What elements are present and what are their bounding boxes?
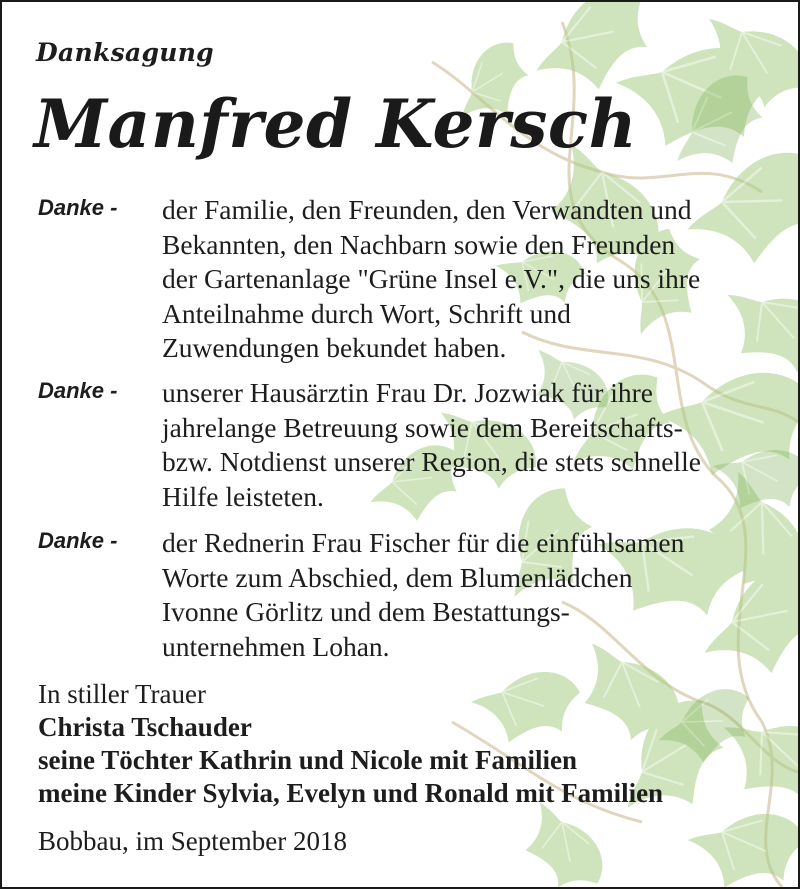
- thanks-text: [162, 526, 782, 664]
- text-line: jahrelange Betreuung sowie dem Bereitschafts-: [162, 411, 683, 443]
- text-line: der Familie, den Freunden, den Verwandten und: [162, 194, 692, 225]
- text-line: Zuwendungen bekundet haben.: [162, 332, 507, 363]
- text-line: Ivonne Görlitz und dem Bestattungs-: [162, 596, 570, 627]
- mourner-family: meine Kinder Sylvia, Evelyn und Ronald mit Familien: [38, 778, 664, 808]
- thanks-label: Danke -: [38, 378, 118, 403]
- mourning-intro: In stiller Trauer: [38, 679, 206, 709]
- thanks-text: [162, 193, 782, 366]
- mourner-name: Christa Tschauder: [38, 712, 252, 742]
- thanks-text: [162, 376, 782, 514]
- text-line: Bekannten, den Nachbarn sowie den Freunden: [162, 228, 676, 260]
- mourner-family: seine Töchter Kathrin und Nicole mit Familien: [38, 745, 577, 775]
- text-line: bzw. Notdienst unserer Region, die stets schnelle: [162, 446, 701, 477]
- text-line: Anteilnahme durch Wort, Schrift und: [162, 297, 571, 329]
- thanks-label: Danke -: [38, 528, 118, 553]
- text-line: der Rednerin Frau Fischer für die einfühlsamen: [162, 527, 685, 558]
- text-line: der Gartenanlage "Grüne Insel e.V.", die uns ihre: [162, 263, 701, 294]
- obituary-content: [2, 2, 798, 887]
- place-date: Bobbau, im September 2018: [38, 826, 347, 856]
- text-line: Worte zum Abschied, dem Blumenlädchen: [162, 561, 633, 593]
- deceased-name: Manfred Kersch: [34, 85, 638, 163]
- thanks-label: Danke -: [38, 195, 118, 220]
- text-line: unserer Hausärztin Frau Dr. Jozwiak für ihre: [162, 377, 654, 408]
- mourners-block: [38, 678, 663, 810]
- heading: Danksagung: [36, 38, 214, 67]
- text-line: Hilfe leisteten.: [162, 480, 324, 512]
- text-line: unternehmen Lohan.: [162, 630, 390, 662]
